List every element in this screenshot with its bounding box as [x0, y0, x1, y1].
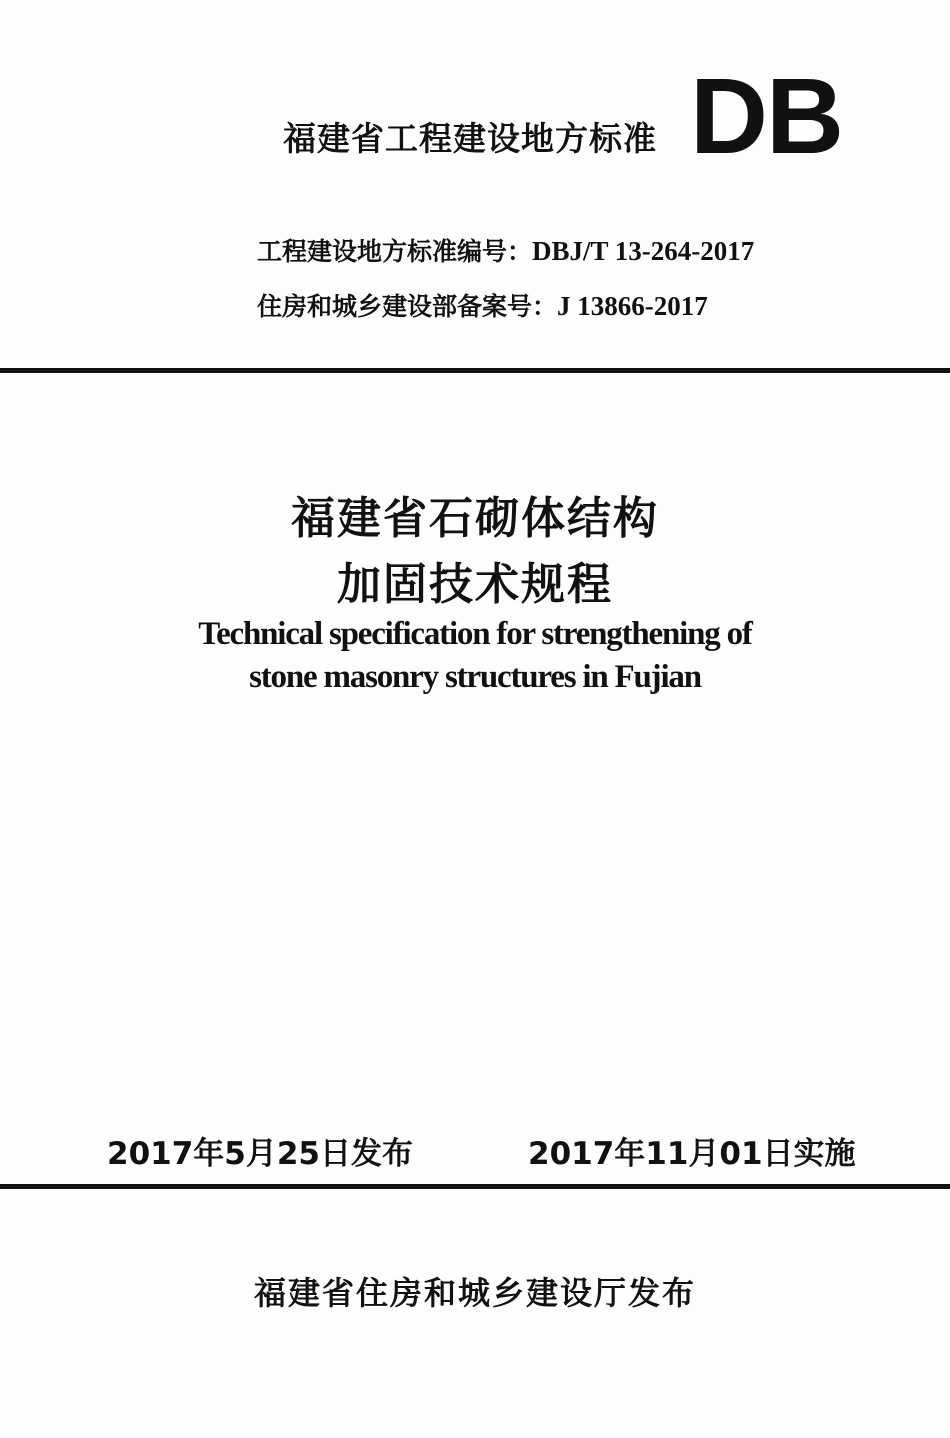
title-en-line1: Technical specification for strengthening of [198, 616, 752, 652]
standard-number [257, 232, 754, 268]
standard-number-value: DBJ/T 13-264-2017 [532, 236, 755, 266]
filing-number [257, 287, 708, 323]
filing-number-label: 住房和城乡建设部备案号： [257, 292, 558, 321]
effective-date: 2017年11月01日实施 [528, 1136, 856, 1172]
title-zh-line1: 福建省石砌体结构 [291, 493, 659, 544]
bottom-divider [0, 1184, 950, 1189]
filing-number-value: J 13866-2017 [557, 291, 708, 321]
publisher: 福建省住房和城乡建设厅发布 [253, 1274, 696, 1312]
issue-date: 2017年5月25日发布 [107, 1136, 413, 1172]
db-mark: DB [690, 55, 842, 176]
title-en-line2: stone masonry structures in Fujian [249, 659, 701, 695]
top-divider [0, 368, 950, 373]
standard-number-label: 工程建设地方标准编号： [257, 237, 533, 266]
series-title: 福建省工程建设地方标准 [283, 119, 657, 158]
title-zh-line2: 加固技术规程 [337, 559, 613, 610]
